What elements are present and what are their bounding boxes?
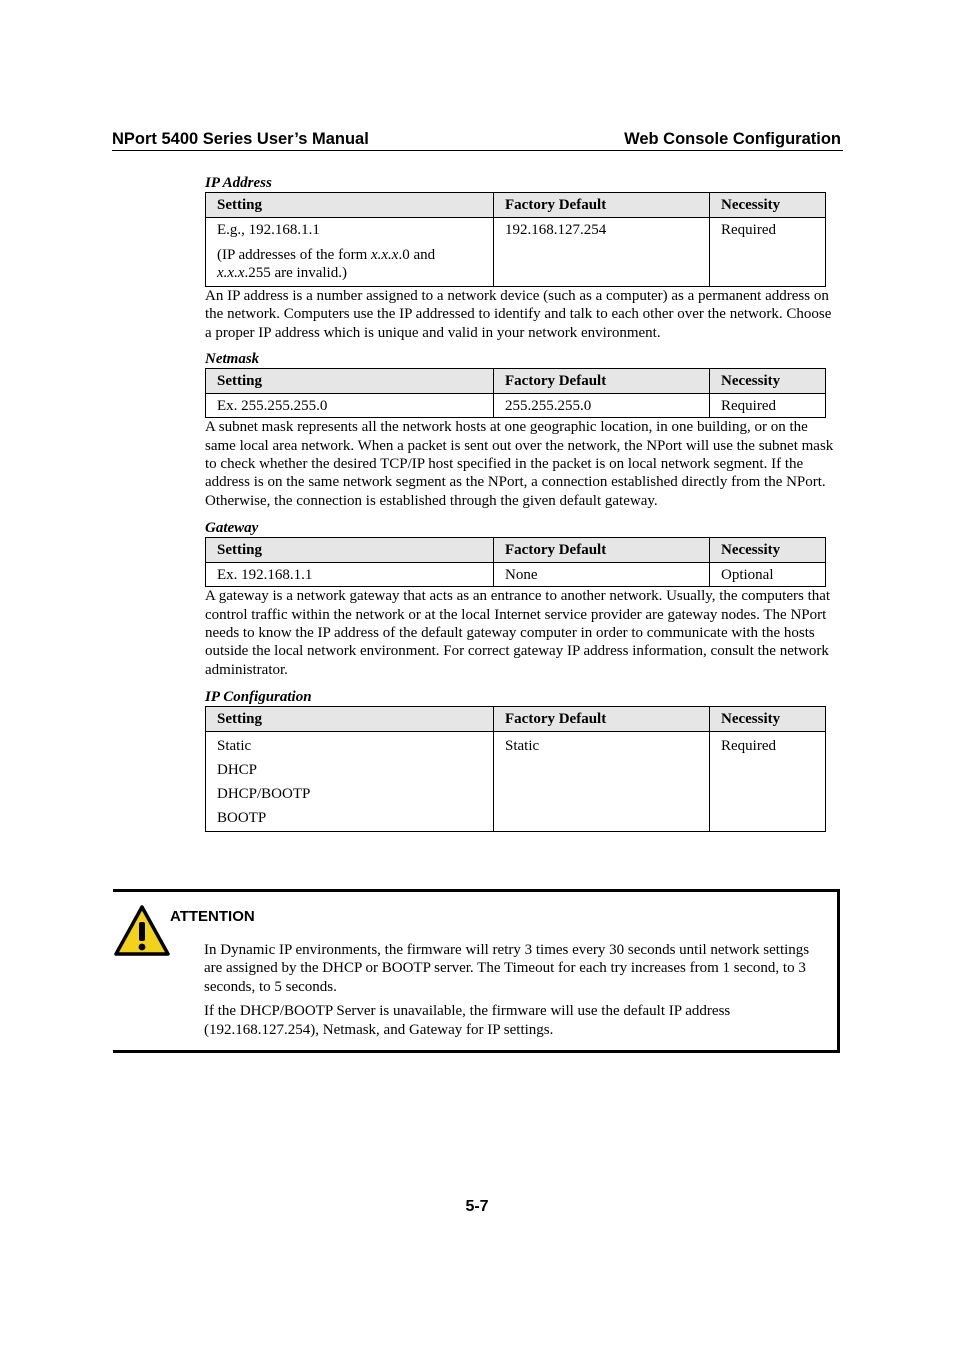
section-title-netmask: Netmask — [205, 351, 260, 368]
page-number: 5-7 — [465, 1198, 489, 1215]
column-header-factory-default: Factory Default — [494, 538, 710, 563]
main-content — [205, 174, 839, 832]
table-row — [206, 563, 826, 587]
page-header — [112, 130, 843, 151]
option-dhcp: DHCP — [217, 762, 258, 779]
note-pattern: x.x.x — [370, 247, 399, 263]
note-pattern: x.x.x — [217, 265, 245, 281]
setting-example: E.g., 192.168.1.1 — [217, 222, 320, 238]
attention-paragraph: If the DHCP/BOOTP Server is unavailable, the firmware will use the default IP address (192.168.127.254), Netmask, and Gateway for IP settings. — [204, 1003, 731, 1038]
setting-cell — [206, 218, 494, 287]
setting-note — [217, 246, 482, 282]
setting-cell — [206, 732, 494, 832]
column-header-factory-default: Factory Default — [494, 707, 710, 732]
manual-title: NPort 5400 Series User’s Manual — [112, 130, 369, 148]
default-cell: None — [494, 563, 710, 587]
necessity-cell: Required — [710, 394, 826, 418]
option-bootp: BOOTP — [217, 810, 267, 827]
default-cell: 255.255.255.0 — [494, 394, 710, 418]
section-title-ip-configuration: IP Configuration — [205, 689, 312, 706]
column-header-necessity: Necessity — [710, 707, 826, 732]
necessity-cell: Required — [710, 732, 826, 832]
column-header-necessity: Necessity — [710, 538, 826, 563]
netmask-description: A subnet mask represents all the network hosts at one geographic location, in one building, or on the same local area network. When a packet is sent out over the network, the NPort will use the subnet mask to check whether the desired TCP/IP host specified in the packet is on local network segment. If the address is on the same network segment as the NPort, a connection established directly from the NPort. Otherwise, the connection is established through the given default gateway. — [205, 419, 834, 509]
table-row — [206, 732, 826, 832]
attention-body — [204, 941, 829, 1045]
table-header-row — [206, 193, 826, 218]
table-header-row — [206, 707, 826, 732]
note-text: .0 and — [398, 247, 436, 263]
attention-box — [113, 889, 840, 1053]
table-row — [206, 394, 826, 418]
ip-address-table — [205, 192, 826, 287]
column-header-factory-default: Factory Default — [494, 369, 710, 394]
attention-title: ATTENTION — [170, 908, 255, 925]
option-static: Static — [217, 738, 252, 755]
table-header-row — [206, 538, 826, 563]
setting-cell: Ex. 192.168.1.1 — [206, 563, 494, 587]
netmask-table — [205, 368, 826, 418]
ip-configuration-table — [205, 706, 826, 832]
default-cell: Static — [494, 732, 710, 832]
option-dhcp-bootp: DHCP/BOOTP — [217, 786, 311, 803]
note-text: .255 are invalid.) — [244, 265, 347, 281]
section-title-gateway: Gateway — [205, 520, 259, 537]
column-header-factory-default: Factory Default — [494, 193, 710, 218]
setting-cell: Ex. 255.255.255.0 — [206, 394, 494, 418]
chapter-title: Web Console Configuration — [624, 130, 841, 148]
default-cell: 192.168.127.254 — [494, 218, 710, 287]
note-text: (IP addresses of the form — [217, 247, 371, 263]
attention-paragraph: In Dynamic IP environments, the firmware will retry 3 times every 30 seconds until network settings are assigned by the DHCP or BOOTP server. The Timeout for each try increases from 1 second, to 3 seconds, to 5 seconds. — [204, 942, 810, 995]
section-title-ip-address: IP Address — [205, 175, 272, 191]
gateway-description: A gateway is a network gateway that acts as an entrance to another network. Usually, the computers that control traffic within the network or at the local Internet service provider are gateway nodes. The NPort needs to know the IP address of the default gateway computer in order to communicate with the hosts outside the local network environment. For correct gateway IP address information, consult the network administrator. — [205, 588, 831, 678]
necessity-cell: Optional — [710, 563, 826, 587]
table-row — [206, 218, 826, 287]
column-header-setting: Setting — [206, 707, 494, 732]
column-header-setting: Setting — [206, 193, 494, 218]
column-header-necessity: Necessity — [710, 193, 826, 218]
column-header-necessity: Necessity — [710, 369, 826, 394]
table-header-row — [206, 369, 826, 394]
warning-triangle-icon — [113, 904, 171, 958]
ip-address-description: An IP address is a number assigned to a network device (such as a computer) as a permanent address on the network. Computers use the IP addressed to identify and talk to each other over the network. Choose a proper IP address which is unique and valid in your network environment. — [205, 288, 832, 341]
necessity-cell: Required — [710, 218, 826, 287]
column-header-setting: Setting — [206, 369, 494, 394]
gateway-table — [205, 537, 826, 587]
column-header-setting: Setting — [206, 538, 494, 563]
